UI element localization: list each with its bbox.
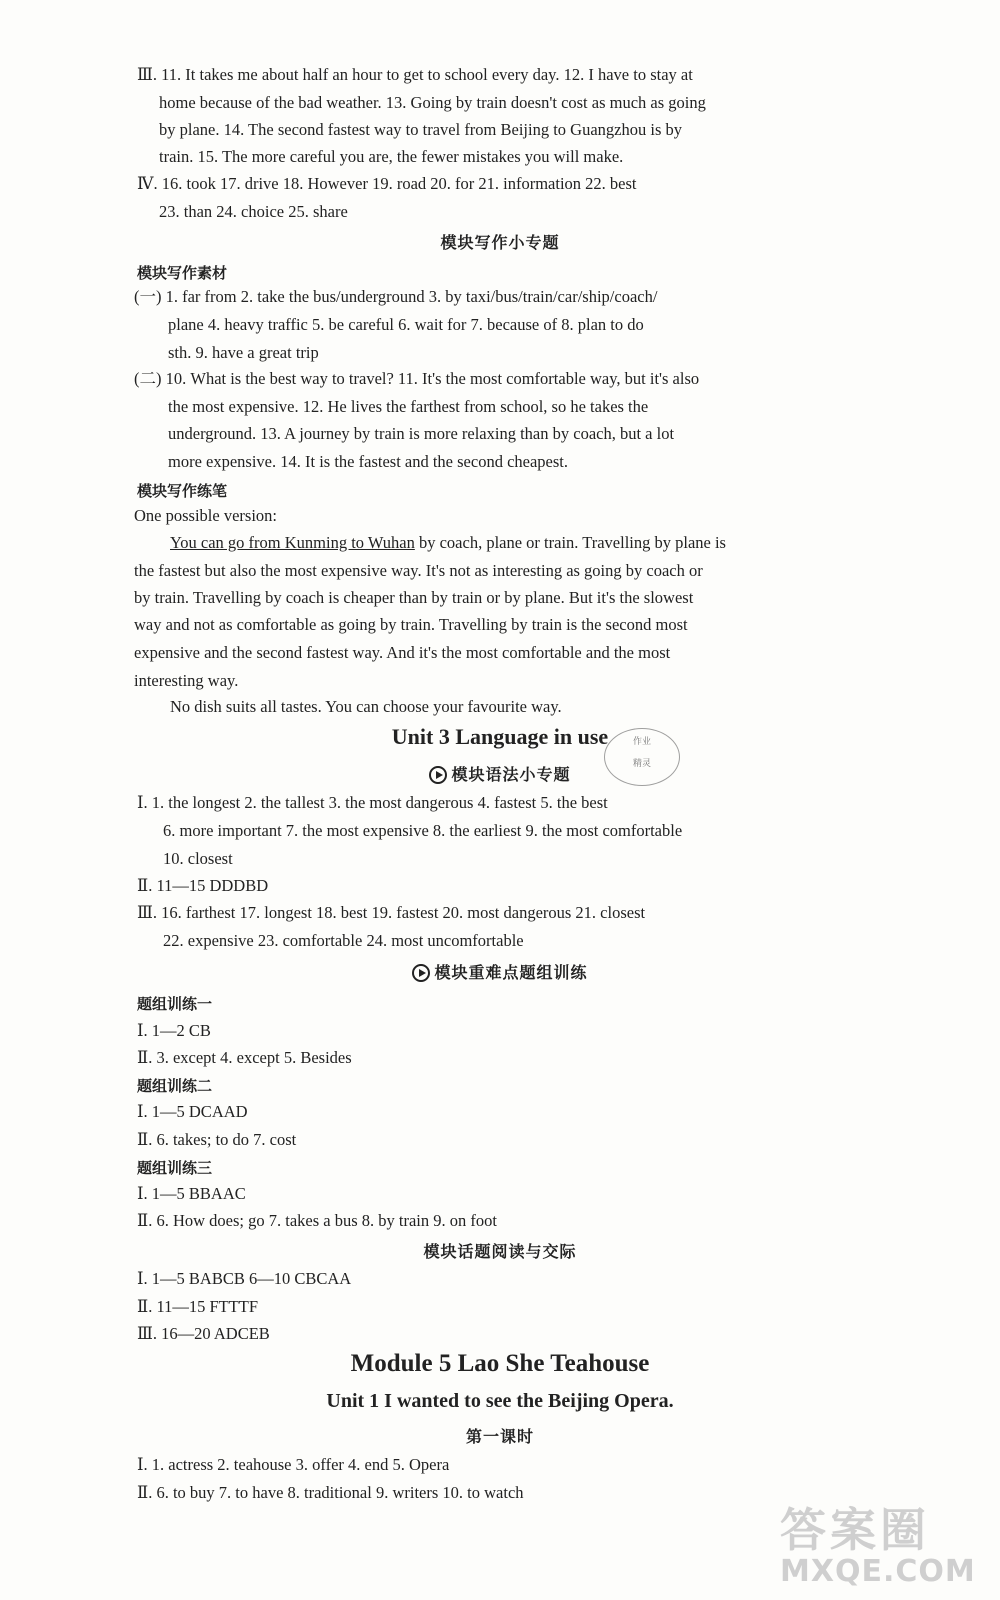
answer-line: train. 15. The more careful you are, the fewer mistakes you will make. bbox=[159, 147, 624, 166]
sample-line: expensive and the second fastest way. And it's the most comfortable and the most bbox=[134, 643, 671, 662]
answer-line: plane 4. heavy traffic 5. be careful 6. wait for 7. because of 8. plan to do bbox=[168, 315, 644, 334]
answer-line: Ⅰ. 1. the longest 2. the tallest 3. the most dangerous 4. fastest 5. the best bbox=[137, 793, 608, 812]
answer-line: Ⅱ. 6. to buy 7. to have 8. traditional 9. writers 10. to watch bbox=[137, 1483, 524, 1502]
section-title-text: 模块重难点题组训练 bbox=[434, 963, 588, 982]
section-title: 模块话题阅读与交际 bbox=[423, 1242, 577, 1261]
sample-intro: One possible version: bbox=[134, 506, 277, 525]
section-title bbox=[0, 960, 1000, 983]
answer-line: underground. 13. A journey by train is more relaxing than by coach, but a lot bbox=[168, 424, 675, 443]
sample-line: way and not as comfortable as going by train. Travelling by train is the second most bbox=[134, 615, 688, 634]
answer-line: Ⅰ. 1—5 DCAAD bbox=[137, 1102, 248, 1121]
watermark-text: 答案圈 bbox=[780, 1503, 930, 1557]
sample-line: No dish suits all tastes. You can choose your favourite way. bbox=[170, 697, 562, 716]
answer-line: Ⅱ. 11—15 FTTTF bbox=[137, 1297, 259, 1316]
unit-title: Unit 3 Language in use bbox=[391, 724, 609, 749]
answer-line: Ⅳ. 16. took 17. drive 18. However 19. road 20. for 21. information 22. best bbox=[137, 174, 637, 193]
answer-line: sth. 9. have a great trip bbox=[168, 343, 319, 362]
answer-line: Ⅰ. 1—5 BBAAC bbox=[137, 1184, 246, 1203]
watermark-logo bbox=[780, 1505, 990, 1595]
answer-line: Ⅰ. 1—5 BABCB 6—10 CBCAA bbox=[137, 1269, 352, 1288]
subsection-label: 题组训练三 bbox=[137, 1159, 213, 1177]
lesson-title: 第一课时 bbox=[465, 1427, 534, 1446]
section-title: 模块写作小专题 bbox=[440, 233, 560, 252]
answer-line: 23. than 24. choice 25. share bbox=[159, 202, 348, 221]
answer-line: Ⅲ. 16—20 ADCEB bbox=[137, 1324, 270, 1343]
answer-line: more expensive. 14. It is the fastest and the second cheapest. bbox=[168, 452, 568, 471]
answer-line: home because of the bad weather. 13. Going by train doesn't cost as much as going bbox=[159, 93, 706, 112]
subsection-label: 模块写作练笔 bbox=[137, 482, 228, 500]
watermark-url: MXQE.COM bbox=[780, 1554, 976, 1589]
subsection-label: 题组训练二 bbox=[137, 1077, 213, 1095]
answer-line: Ⅱ. 6. takes; to do 7. cost bbox=[137, 1130, 297, 1149]
answer-line: Ⅱ. 3. except 4. except 5. Besides bbox=[137, 1048, 352, 1067]
play-arrow-icon bbox=[429, 766, 447, 784]
answer-line: Ⅰ. 1. actress 2. teahouse 3. offer 4. end 5. Opera bbox=[137, 1455, 450, 1474]
section-title-text: 模块语法小专题 bbox=[451, 765, 571, 784]
underlined-sentence: You can go from Kunming to Wuhan bbox=[170, 533, 415, 552]
answer-line: (二) 10. What is the best way to travel? 11. It's the most comfortable way, but it's also bbox=[134, 369, 700, 388]
answer-line: Ⅰ. 1—2 CB bbox=[137, 1021, 211, 1040]
sample-line: by train. Travelling by coach is cheaper than by train or by plane. But it's the slowest bbox=[134, 588, 694, 607]
subsection-label: 模块写作素材 bbox=[137, 264, 228, 282]
stamp-text: 精灵 bbox=[632, 759, 651, 769]
sample-line: interesting way. bbox=[134, 671, 239, 690]
answer-line: 6. more important 7. the most expensive 8. the earliest 9. the most comfortable bbox=[163, 821, 683, 840]
answer-line: Ⅱ. 6. How does; go 7. takes a bus 8. by train 9. on foot bbox=[137, 1211, 497, 1230]
sample-line bbox=[170, 532, 726, 554]
subsection-label: 题组训练一 bbox=[137, 995, 213, 1013]
section-title bbox=[0, 762, 1000, 785]
play-arrow-icon bbox=[412, 964, 430, 982]
answer-line: Ⅲ. 16. farthest 17. longest 18. best 19. fastest 20. most dangerous 21. closest bbox=[137, 903, 646, 922]
module-title: Module 5 Lao She Teahouse bbox=[350, 1350, 650, 1377]
answer-line: 10. closest bbox=[163, 849, 233, 868]
answer-line: the most expensive. 12. He lives the farthest from school, so he takes the bbox=[168, 397, 649, 416]
sample-line: the fastest but also the most expensive way. It's not as interesting as going by coach or bbox=[134, 561, 703, 580]
sample-text: by coach, plane or train. Travelling by plane is bbox=[414, 533, 726, 552]
answer-line: (一) 1. far from 2. take the bus/underground 3. by taxi/bus/train/car/ship/coach/ bbox=[134, 287, 658, 306]
stamp-text: 作业 bbox=[632, 737, 651, 747]
unit-title: Unit 1 I wanted to see the Beijing Opera. bbox=[326, 1390, 674, 1412]
answer-line: 22. expensive 23. comfortable 24. most uncomfortable bbox=[163, 931, 524, 950]
answer-line: by plane. 14. The second fastest way to travel from Beijing to Guangzhou is by bbox=[159, 120, 682, 139]
answer-line: Ⅱ. 11—15 DDDBD bbox=[137, 876, 269, 895]
answer-line: Ⅲ. 11. It takes me about half an hour to get to school every day. 12. I have to stay at bbox=[137, 65, 693, 84]
